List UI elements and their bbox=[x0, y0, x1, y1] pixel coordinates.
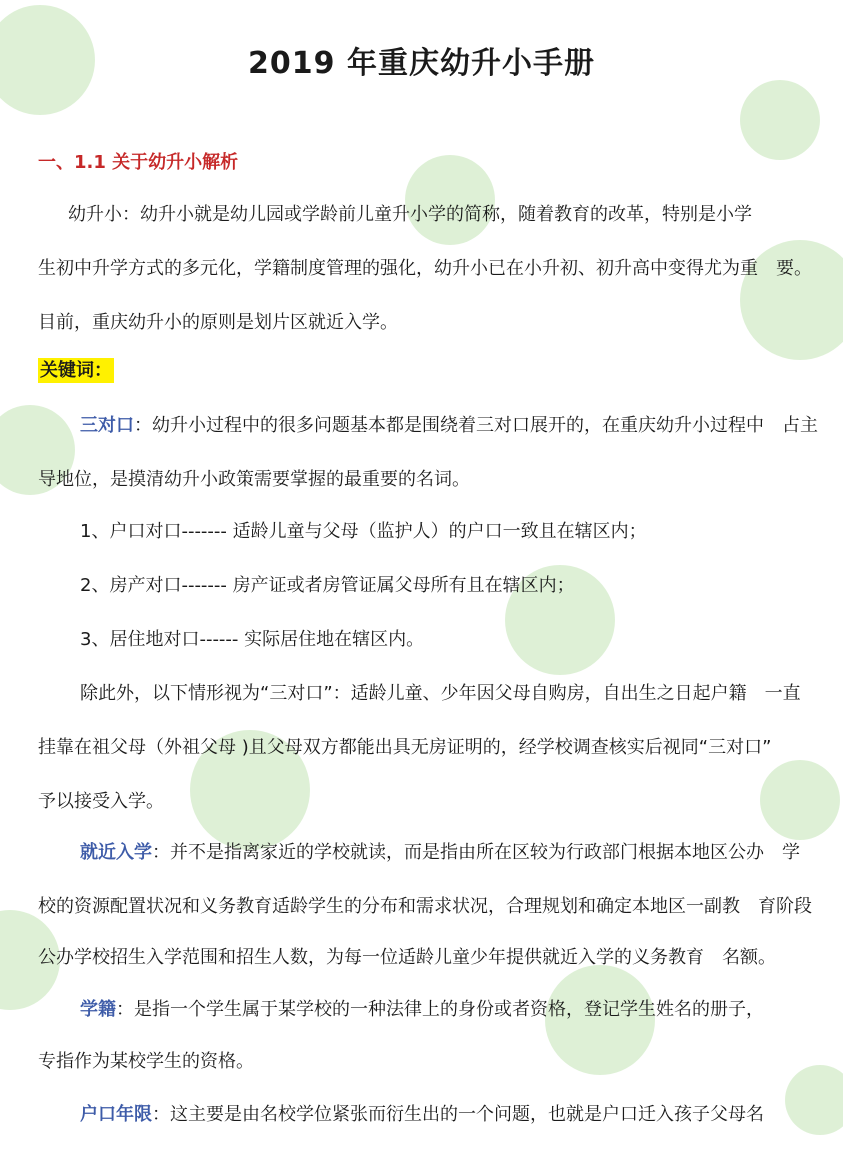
intro-line-1: 幼升小：幼升小就是幼儿园或学龄前儿童升小学的简称，随着教育的改革，特别是小学 bbox=[68, 204, 752, 225]
term-xueji: 学籍 bbox=[80, 999, 116, 1020]
term-sanduikou-def: ：幼升小过程中的很多问题基本都是围绕着三对口展开的，在重庆幼升小过程中 占主 bbox=[134, 415, 818, 436]
term-hukou-def: ：这主要是由名校学位紧张而衍生出的一个问题，也就是户口迁入孩子父母名 bbox=[152, 1104, 764, 1125]
intro-line-3: 目前，重庆幼升小的原则是划片区就近入学。 bbox=[38, 312, 398, 333]
keywords-label-row bbox=[38, 359, 114, 383]
term-hukou: 户口年限 bbox=[80, 1104, 152, 1125]
list-item: 2、房产对口------- 房产证或者房管证属父母所有且在辖区内； bbox=[80, 575, 575, 596]
exception-line-2: 挂靠在祖父母（外祖父母 )且父母双方都能出具无房证明的，经学校调查核实后视同“三对口” bbox=[38, 737, 772, 758]
term-sanduikou: 三对口 bbox=[80, 415, 134, 436]
term-jiujin-line-1 bbox=[80, 841, 800, 865]
term-xueji-def: ：是指一个学生属于某学校的一种法律上的身份或者资格，登记学生姓名的册子， bbox=[116, 999, 764, 1020]
term-hukou-line-1 bbox=[80, 1103, 764, 1127]
list-item: 3、居住地对口------ 实际居住地在辖区内。 bbox=[80, 629, 425, 650]
term-xueji-line-2: 专指作为某校学生的资格。 bbox=[38, 1051, 254, 1072]
term-sanduikou-line-2: 导地位，是摸清幼升小政策需要掌握的最重要的名词。 bbox=[38, 469, 470, 490]
term-jiujin-def: ：并不是指离家近的学校就读，而是指由所在区较为行政部门根据本地区公办 学 bbox=[152, 842, 800, 863]
intro-line-2: 生初中升学方式的多元化，学籍制度管理的强化，幼升小已在小升初、初升高中变得尤为重 要。 bbox=[38, 258, 812, 279]
term-jiujin-line-2: 校的资源配置状况和义务教育适龄学生的分布和需求状况，合理规划和确定本地区一副教 育阶段 bbox=[38, 896, 812, 917]
exception-line-3: 予以接受入学。 bbox=[38, 791, 164, 812]
term-sanduikou-line-1 bbox=[80, 414, 818, 438]
document-title: 2019 年重庆幼升小手册 bbox=[248, 46, 595, 81]
term-jiujin-line-3: 公办学校招生入学范围和招生人数，为每一位适龄儿童少年提供就近入学的义务教育 名额。 bbox=[38, 947, 776, 968]
exception-line-1: 除此外，以下情形视为“三对口”：适龄儿童、少年因父母自购房，自出生之日起户籍 一直 bbox=[80, 683, 801, 704]
list-item: 1、户口对口------- 适龄儿童与父母（监护人）的户口一致且在辖区内； bbox=[80, 521, 647, 542]
section-heading: 一、1.1 关于幼升小解析 bbox=[38, 152, 239, 173]
term-xueji-line-1 bbox=[80, 998, 764, 1022]
term-jiujin: 就近入学 bbox=[80, 842, 152, 863]
keywords-label: 关键词： bbox=[40, 360, 112, 381]
